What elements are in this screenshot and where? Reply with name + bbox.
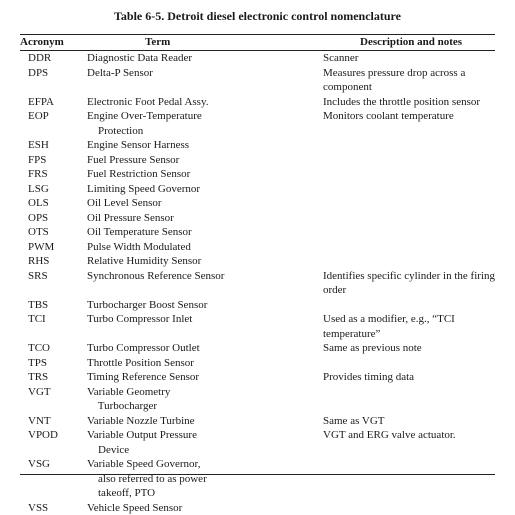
table-row xyxy=(20,109,495,138)
table-row xyxy=(20,138,495,153)
table-row xyxy=(20,50,495,66)
acronym-cell: TBS xyxy=(20,298,87,313)
table-row xyxy=(20,95,495,110)
table-row xyxy=(20,240,495,255)
term-cell: Fuel Restriction Sensor xyxy=(87,167,323,182)
term-cell: Engine Over-Temperature Protection xyxy=(87,109,323,138)
description-cell: Monitors coolant temperature xyxy=(323,109,495,138)
acronym-cell: TRS xyxy=(20,370,87,385)
acronym-cell: VGT xyxy=(20,385,87,414)
table-row xyxy=(20,225,495,240)
term-cell: Variable Output Pressure Device xyxy=(87,428,323,457)
table-row xyxy=(20,269,495,298)
term-cell: Relative Humidity Sensor xyxy=(87,254,323,269)
table-row xyxy=(20,385,495,414)
description-cell xyxy=(323,196,495,211)
term-cell: Electronic Foot Pedal Assy. xyxy=(87,95,323,110)
term-cell: Turbocharger Boost Sensor xyxy=(87,298,323,313)
table-row xyxy=(20,196,495,211)
acronym-cell: VSG xyxy=(20,457,87,501)
description-cell: Provides timing data xyxy=(323,370,495,385)
term-cell: Limiting Speed Governor xyxy=(87,182,323,197)
description-cell xyxy=(323,501,495,515)
description-cell: Measures pressure drop across a component xyxy=(323,66,495,95)
term-cell: Variable Nozzle Turbine xyxy=(87,414,323,429)
description-cell xyxy=(323,167,495,182)
table-row xyxy=(20,254,495,269)
acronym-cell: FPS xyxy=(20,153,87,168)
description-cell xyxy=(323,182,495,197)
header-description: Description and notes xyxy=(323,35,495,50)
description-cell: Identifies specific cylinder in the firing order xyxy=(323,269,495,298)
table-row xyxy=(20,312,495,341)
header-term: Term xyxy=(87,35,323,50)
acronym-cell: TPS xyxy=(20,356,87,371)
description-cell xyxy=(323,254,495,269)
table-row xyxy=(20,341,495,356)
acronym-cell: DPS xyxy=(20,66,87,95)
acronym-cell: LSG xyxy=(20,182,87,197)
table-row xyxy=(20,428,495,457)
term-cell: Diagnostic Data Reader xyxy=(87,50,323,66)
table-caption: Table 6-5. Detroit diesel electronic control nomenclature xyxy=(0,9,515,24)
term-cell: Oil Level Sensor xyxy=(87,196,323,211)
term-cell: Engine Sensor Harness xyxy=(87,138,323,153)
table-row xyxy=(20,167,495,182)
acronym-cell: PWM xyxy=(20,240,87,255)
term-cell: Vehicle Speed Sensor xyxy=(87,501,323,515)
description-cell xyxy=(323,240,495,255)
term-cell: Synchronous Reference Sensor xyxy=(87,269,323,298)
description-cell xyxy=(323,356,495,371)
term-cell: Turbo Compressor Inlet xyxy=(87,312,323,341)
term-cell: Throttle Position Sensor xyxy=(87,356,323,371)
header-acronym: Acronym xyxy=(20,35,87,50)
description-cell xyxy=(323,298,495,313)
table-row xyxy=(20,153,495,168)
acronym-cell: DDR xyxy=(20,50,87,66)
table-header-row xyxy=(20,35,495,50)
term-cell: Variable Geometry Turbocharger xyxy=(87,385,323,414)
description-cell xyxy=(323,138,495,153)
description-cell: Same as VGT xyxy=(323,414,495,429)
description-cell: Same as previous note xyxy=(323,341,495,356)
acronym-cell: VNT xyxy=(20,414,87,429)
table-row xyxy=(20,370,495,385)
description-cell xyxy=(323,457,495,501)
term-cell: Turbo Compressor Outlet xyxy=(87,341,323,356)
description-cell: Includes the throttle position sensor xyxy=(323,95,495,110)
description-cell: VGT and ERG valve actuator. xyxy=(323,428,495,457)
description-cell xyxy=(323,385,495,414)
acronym-cell: OPS xyxy=(20,211,87,226)
acronym-cell: EOP xyxy=(20,109,87,138)
table-row xyxy=(20,414,495,429)
acronym-cell: SRS xyxy=(20,269,87,298)
description-cell xyxy=(323,211,495,226)
description-cell xyxy=(323,153,495,168)
term-cell: Oil Pressure Sensor xyxy=(87,211,323,226)
table-row xyxy=(20,356,495,371)
description-cell: Scanner xyxy=(323,50,495,66)
table-body xyxy=(20,50,495,515)
acronym-cell: VPOD xyxy=(20,428,87,457)
description-cell xyxy=(323,225,495,240)
bottom-rule xyxy=(20,474,495,475)
acronym-cell: FRS xyxy=(20,167,87,182)
acronym-cell: VSS xyxy=(20,501,87,515)
table-row xyxy=(20,457,495,501)
description-cell: Used as a modifier, e.g., “TCI temperature” xyxy=(323,312,495,341)
acronym-cell: OTS xyxy=(20,225,87,240)
table-row xyxy=(20,66,495,95)
term-cell: Delta-P Sensor xyxy=(87,66,323,95)
table-row xyxy=(20,211,495,226)
table-row xyxy=(20,298,495,313)
table-row xyxy=(20,501,495,515)
acronym-cell: RHS xyxy=(20,254,87,269)
nomenclature-table xyxy=(20,35,495,515)
term-cell: Oil Temperature Sensor xyxy=(87,225,323,240)
term-cell: Fuel Pressure Sensor xyxy=(87,153,323,168)
acronym-cell: OLS xyxy=(20,196,87,211)
term-cell: Variable Speed Governor, also referred to as power takeoff, PTO xyxy=(87,457,323,501)
acronym-cell: TCI xyxy=(20,312,87,341)
term-cell: Timing Reference Sensor xyxy=(87,370,323,385)
acronym-cell: TCO xyxy=(20,341,87,356)
table-row xyxy=(20,182,495,197)
acronym-cell: ESH xyxy=(20,138,87,153)
term-cell: Pulse Width Modulated xyxy=(87,240,323,255)
acronym-cell: EFPA xyxy=(20,95,87,110)
